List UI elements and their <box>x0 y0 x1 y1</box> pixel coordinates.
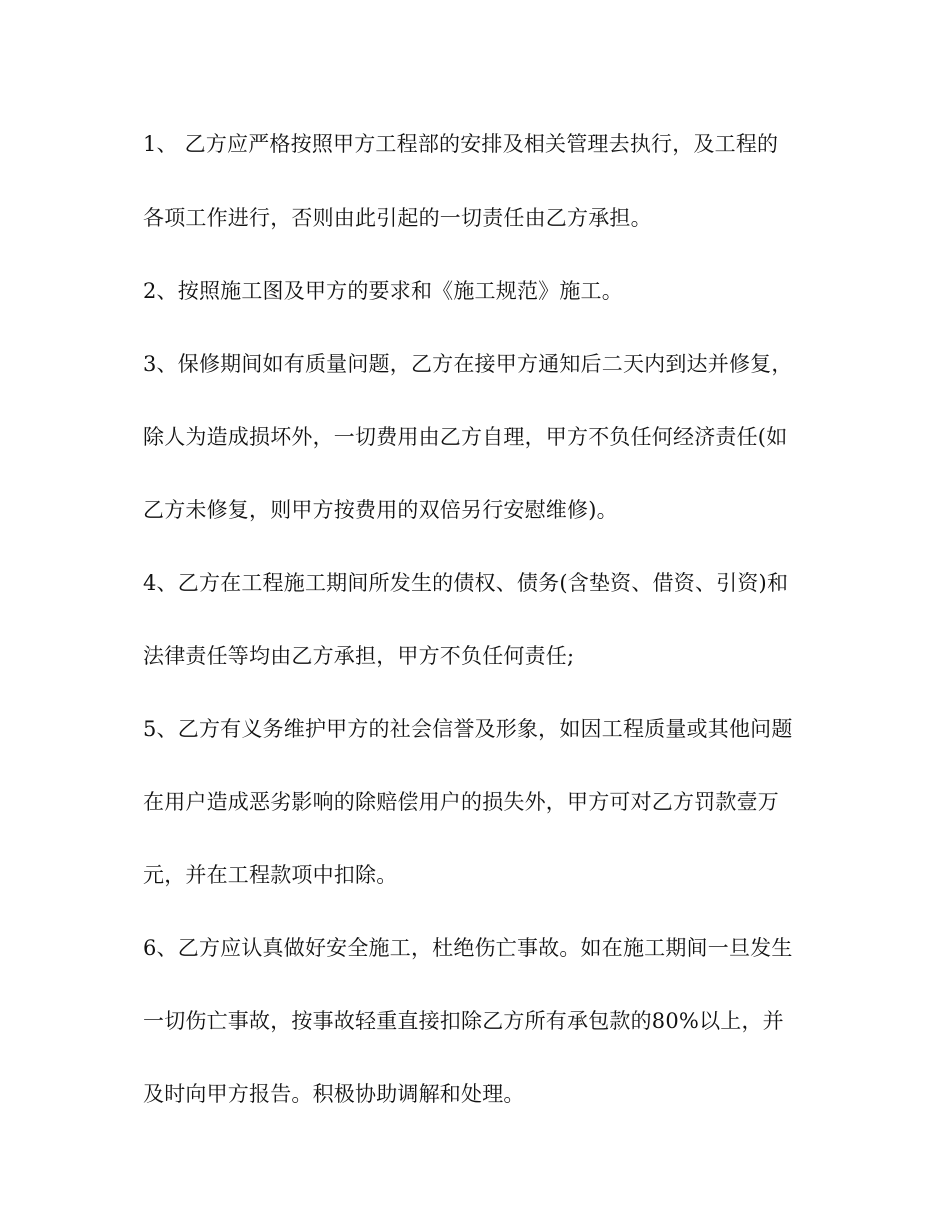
clause-3-line-1: 3、保修期间如有质量问题，乙方在接甲方通知后二天内到达并修复， <box>143 352 793 376</box>
clause-6-line-1: 6、乙方应认真做好安全施工，杜绝伤亡事故。如在施工期间一旦发生 <box>143 936 793 960</box>
clause-4-line-1: 4、乙方在工程施工期间所发生的债权、债务(含垫资、借资、引资)和 <box>143 571 789 595</box>
clause-1-line-1: 1、 乙方应严格按照甲方工程部的安排及相关管理去执行，及工程的 <box>143 132 779 156</box>
clause-5-line-1: 5、乙方有义务维护甲方的社会信誉及形象，如因工程质量或其他问题 <box>143 717 793 741</box>
clause-3-line-2: 除人为造成损坏外，一切费用由乙方自理，甲方不负任何经济责任(如 <box>143 425 788 449</box>
clause-5-line-2: 在用户造成恶劣影响的除赔偿用户的损失外，甲方可对乙方罚款壹万 <box>143 790 779 814</box>
clause-1-line-2: 各项工作进行，否则由此引起的一切责任由乙方承担。 <box>143 206 652 230</box>
clause-5-line-3: 元，并在工程款项中扣除。 <box>143 863 398 887</box>
clause-6-line-2: 一切伤亡事故，按事故轻重直接扣除乙方所有承包款的80%以上，并 <box>143 1009 784 1033</box>
clause-4-line-2: 法律责任等均由乙方承担，甲方不负任何责任; <box>143 644 575 668</box>
clause-6-line-3: 及时向甲方报告。积极协助调解和处理。 <box>143 1082 525 1106</box>
clause-3-line-3: 乙方未修复，则甲方按费用的双倍另行安慰维修)。 <box>143 498 618 522</box>
clause-2-line-1: 2、按照施工图及甲方的要求和《施工规范》施工。 <box>143 279 623 303</box>
